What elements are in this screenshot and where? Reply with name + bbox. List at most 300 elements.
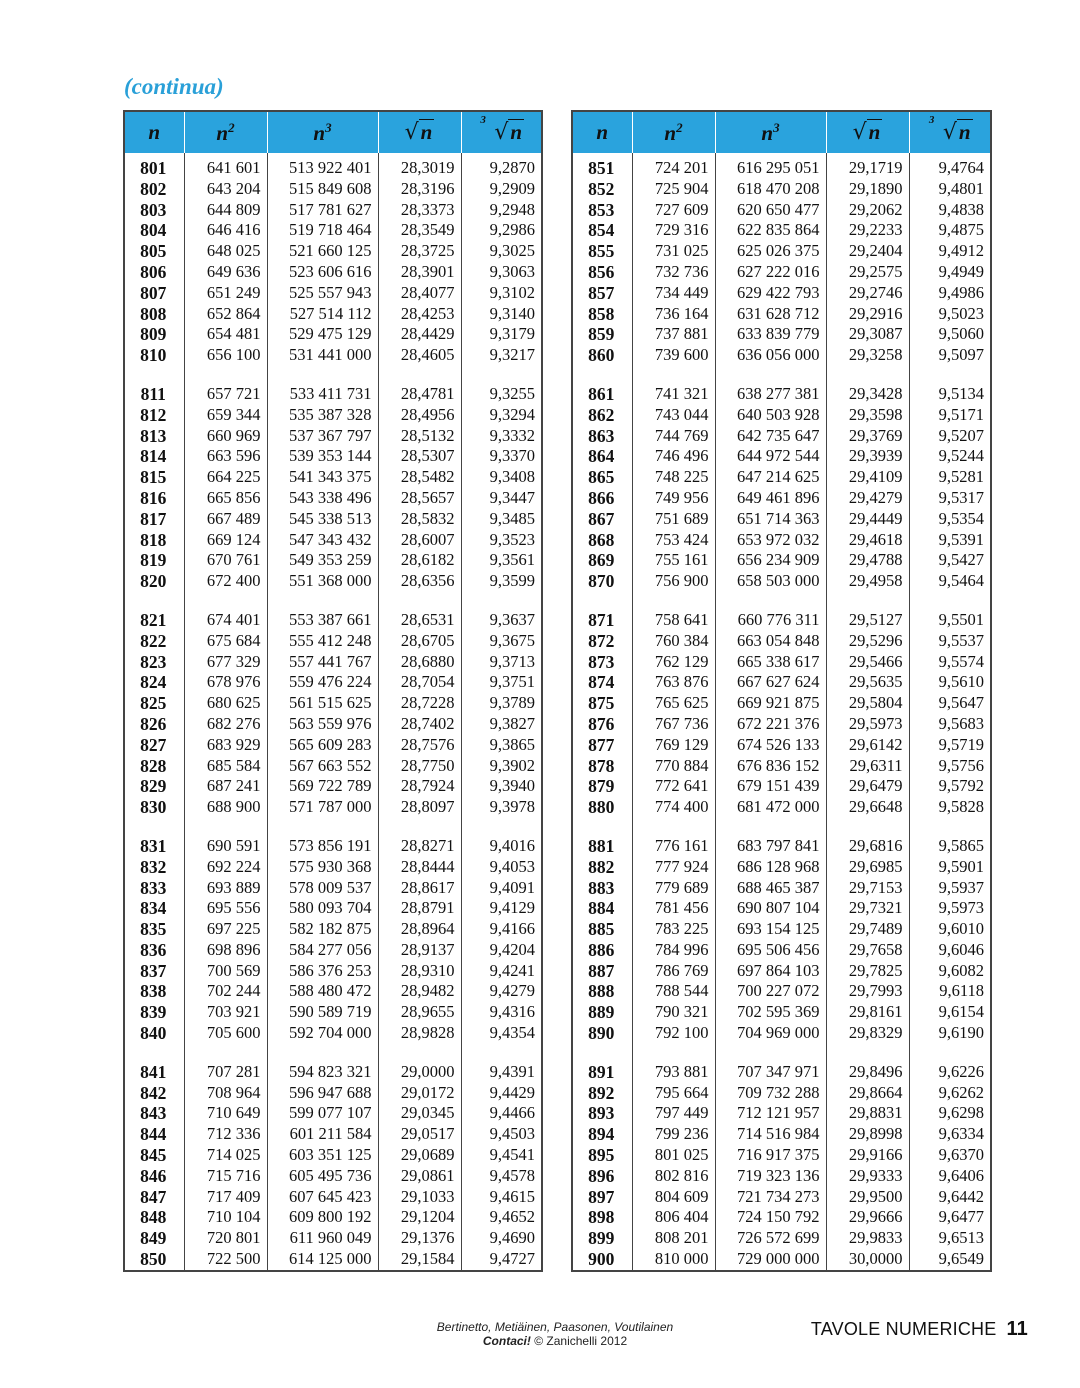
cell-n: 881: [572, 836, 632, 857]
cell-n-cubed: 719 323 136: [715, 1166, 826, 1187]
cell-cube-root: 9,5097: [938, 345, 984, 365]
cell-square-root: 29,0689: [378, 1145, 461, 1166]
cell-cube-root: 9,4429: [489, 1082, 535, 1102]
cell-cube-root: 9,4053: [489, 856, 535, 876]
cell-square-root: 29,5635: [826, 672, 909, 693]
cell-cube-root: 9,2948: [489, 199, 535, 219]
cell-n-squared: 725 904: [632, 179, 715, 200]
cell-cube-root: 9,5464: [938, 571, 984, 591]
cell-cube-root: 9,6226: [938, 1061, 984, 1081]
gap-cell: [632, 592, 715, 610]
cell-cube-root: 9,2986: [489, 220, 535, 240]
cell-n-squared: 663 596: [184, 446, 267, 467]
cell-square-root: 29,3939: [826, 446, 909, 467]
cell-n-cubed: 653 972 032: [715, 530, 826, 551]
cell-n-cubed: 683 797 841: [715, 836, 826, 857]
col-n: n: [572, 111, 632, 153]
cell-n-cubed: 559 476 224: [267, 672, 378, 693]
cell-n-cubed: 625 026 375: [715, 241, 826, 262]
table-row: [572, 304, 991, 325]
cell-n-squared: 641 601: [184, 158, 267, 179]
cell-square-root: 29,6816: [826, 836, 909, 857]
cell-cube-root: 9,4016: [489, 835, 535, 855]
cell-n-squared: 665 856: [184, 488, 267, 509]
cell-n-squared: 672 400: [184, 571, 267, 592]
cell-cube-root: 9,5134: [938, 383, 984, 403]
gap-cell: [378, 592, 461, 610]
cell-n-squared: 670 761: [184, 550, 267, 571]
cell-n: 802: [124, 179, 184, 200]
cell-n-cubed: 529 475 129: [267, 324, 378, 345]
cell-n-squared: 776 161: [632, 836, 715, 857]
gap-cell: [826, 1044, 909, 1062]
cell-square-root: 29,9333: [826, 1166, 909, 1187]
cell-cube-root: 9,4578: [489, 1165, 535, 1185]
table-row: [124, 836, 542, 857]
table-row: [572, 384, 991, 405]
cell-n: 892: [572, 1083, 632, 1104]
table-row: [124, 961, 542, 982]
cell-n-squared: 801 025: [632, 1145, 715, 1166]
cell-n-squared: 695 556: [184, 898, 267, 919]
cell-n: 871: [572, 610, 632, 631]
cell-cube-root: 9,3217: [489, 345, 535, 365]
cell-cube-root: 9,4764: [938, 158, 984, 177]
gap-cell: [124, 592, 184, 610]
cell-n-cubed: 651 714 363: [715, 509, 826, 530]
cell-cube-root: 9,4801: [938, 178, 984, 198]
cell-n: 843: [124, 1103, 184, 1124]
cell-n-squared: 656 100: [184, 345, 267, 366]
cell-cube-root: 9,5060: [938, 324, 984, 344]
cell-n-cubed: 553 387 661: [267, 610, 378, 631]
table-row: [124, 1062, 542, 1083]
cell-n: 865: [572, 467, 632, 488]
gap-cell: [909, 592, 991, 610]
cell-cube-root: 9,5244: [938, 446, 984, 466]
gap-cell: [572, 366, 632, 384]
cell-n-cubed: 571 787 000: [267, 797, 378, 818]
cell-square-root: 28,3725: [378, 241, 461, 262]
cell-n-squared: 777 924: [632, 857, 715, 878]
cell-n-cubed: 690 807 104: [715, 898, 826, 919]
table-row: [572, 220, 991, 241]
cell-square-root: 29,3428: [826, 384, 909, 405]
cell-square-root: 28,3373: [378, 200, 461, 221]
cell-square-root: 29,2746: [826, 283, 909, 304]
cell-n-cubed: 539 353 144: [267, 446, 378, 467]
gap-cell: [267, 1044, 378, 1062]
group-gap: [124, 592, 542, 610]
table-row: [124, 878, 542, 899]
cell-n-squared: 751 689: [632, 509, 715, 530]
cell-n-cubed: 721 734 273: [715, 1187, 826, 1208]
cell-cube-root: 9,4166: [489, 919, 535, 939]
cell-n-cubed: 665 338 617: [715, 652, 826, 673]
table-row: [124, 898, 542, 919]
cell-cube-root: 9,5207: [938, 425, 984, 445]
cell-n-cubed: 712 121 957: [715, 1103, 826, 1124]
table-row: [572, 693, 991, 714]
gap-cell: [184, 1044, 267, 1062]
cell-n: 848: [124, 1207, 184, 1228]
cell-square-root: 29,1033: [378, 1187, 461, 1208]
cell-square-root: 29,2062: [826, 200, 909, 221]
cell-n: 801: [124, 158, 184, 179]
col-cube-root: 3 √n: [461, 111, 542, 153]
cell-cube-root: 9,3294: [489, 404, 535, 424]
cell-square-root: 29,0000: [378, 1062, 461, 1083]
table-row: [572, 1187, 991, 1208]
cell-square-root: 29,1204: [378, 1207, 461, 1228]
cell-n-cubed: 611 960 049: [267, 1228, 378, 1249]
cell-n: 875: [572, 693, 632, 714]
cell-square-root: 29,7153: [826, 878, 909, 899]
footer-book-title: Contaci!: [482, 1334, 531, 1348]
table-right: [571, 110, 992, 1272]
cell-n-squared: 693 889: [184, 878, 267, 899]
table-row: [572, 857, 991, 878]
cell-n: 833: [124, 878, 184, 899]
table-row: [124, 1083, 542, 1104]
table-row: [572, 1062, 991, 1083]
cell-n: 839: [124, 1002, 184, 1023]
cell-cube-root: 9,5354: [938, 508, 984, 528]
cell-n: 824: [124, 672, 184, 693]
table-row: [124, 283, 542, 304]
cell-n-squared: 657 721: [184, 384, 267, 405]
cell-n-squared: 765 625: [632, 693, 715, 714]
table-row: [572, 981, 991, 1002]
cell-square-root: 28,9828: [378, 1023, 461, 1044]
cell-n: 868: [572, 530, 632, 551]
col-n: n: [124, 111, 184, 153]
gap-cell: [184, 818, 267, 836]
cell-n-cubed: 547 343 432: [267, 530, 378, 551]
cell-square-root: 28,5832: [378, 509, 461, 530]
cell-n-squared: 802 816: [632, 1166, 715, 1187]
cell-square-root: 29,3087: [826, 324, 909, 345]
cell-square-root: 29,8161: [826, 1002, 909, 1023]
table-row: [124, 200, 542, 221]
cell-n: 818: [124, 530, 184, 551]
cell-n: 804: [124, 220, 184, 241]
cell-square-root: 28,8964: [378, 919, 461, 940]
cell-square-root: 28,3019: [378, 158, 461, 179]
table-row: [572, 158, 991, 179]
table-row: [572, 1023, 991, 1044]
table-row: [572, 610, 991, 631]
footer-section: [811, 1318, 1028, 1341]
table-left: [123, 110, 543, 1272]
cell-cube-root: 9,5391: [938, 529, 984, 549]
cell-cube-root: 9,4615: [489, 1186, 535, 1206]
cell-square-root: 29,8831: [826, 1103, 909, 1124]
cell-square-root: 29,2233: [826, 220, 909, 241]
table-row: [124, 981, 542, 1002]
cell-n-squared: 729 316: [632, 220, 715, 241]
cell-n-squared: 770 884: [632, 756, 715, 777]
table-row: [124, 857, 542, 878]
cell-n-squared: 703 921: [184, 1002, 267, 1023]
cell-cube-root: 9,3902: [489, 755, 535, 775]
gap-cell: [632, 366, 715, 384]
cell-n-squared: 737 881: [632, 324, 715, 345]
cell-n: 884: [572, 898, 632, 919]
table-row: [124, 610, 542, 631]
cell-square-root: 28,8617: [378, 878, 461, 899]
table-row: [124, 1145, 542, 1166]
cell-n-cubed: 569 722 789: [267, 776, 378, 797]
cell-square-root: 28,3196: [378, 179, 461, 200]
cell-n: 829: [124, 776, 184, 797]
gap-cell: [826, 366, 909, 384]
cell-cube-root: 9,5537: [938, 630, 984, 650]
table-row: [572, 919, 991, 940]
cell-n-cubed: 618 470 208: [715, 179, 826, 200]
cell-n: 862: [572, 405, 632, 426]
cell-square-root: 28,7924: [378, 776, 461, 797]
cell-cube-root: 9,3332: [489, 425, 535, 445]
cell-n-cubed: 541 343 375: [267, 467, 378, 488]
cell-n-squared: 678 976: [184, 672, 267, 693]
cell-square-root: 29,3769: [826, 426, 909, 447]
cell-n-squared: 758 641: [632, 610, 715, 631]
cell-n: 835: [124, 919, 184, 940]
cell-n-cubed: 667 627 624: [715, 672, 826, 693]
cell-square-root: 28,6531: [378, 610, 461, 631]
cell-cube-root: 9,4354: [489, 1023, 535, 1043]
cell-n-squared: 669 124: [184, 530, 267, 551]
cell-n: 822: [124, 631, 184, 652]
table-row: [572, 262, 991, 283]
cell-n: 874: [572, 672, 632, 693]
cell-n-squared: 674 401: [184, 610, 267, 631]
gap-cell: [461, 1044, 542, 1062]
cell-n-squared: 724 201: [632, 158, 715, 179]
cell-square-root: 28,5482: [378, 467, 461, 488]
gap-cell: [909, 1044, 991, 1062]
cell-cube-root: 9,3485: [489, 508, 535, 528]
cell-n-squared: 692 224: [184, 857, 267, 878]
cell-cube-root: 9,6082: [938, 960, 984, 980]
table-row: [572, 735, 991, 756]
cell-square-root: 28,4077: [378, 283, 461, 304]
cell-n-squared: 734 449: [632, 283, 715, 304]
table-row: [572, 488, 991, 509]
cell-cube-root: 9,4690: [489, 1228, 535, 1248]
cell-cube-root: 9,6334: [938, 1124, 984, 1144]
cell-n: 844: [124, 1124, 184, 1145]
cell-cube-root: 9,5647: [938, 693, 984, 713]
table-row: [124, 714, 542, 735]
cell-n-squared: 714 025: [184, 1145, 267, 1166]
table-row: [572, 1249, 991, 1271]
footer-authors: Bertinetto, Metiäinen, Paasonen, Voutilainen: [436, 1320, 674, 1334]
cell-n-cubed: 607 645 423: [267, 1187, 378, 1208]
table-row: [572, 179, 991, 200]
cell-n: 896: [572, 1166, 632, 1187]
table-row: [124, 384, 542, 405]
cell-n: 805: [124, 241, 184, 262]
group-gap: [124, 1044, 542, 1062]
cell-n-squared: 654 481: [184, 324, 267, 345]
cell-n: 863: [572, 426, 632, 447]
cell-square-root: 29,3258: [826, 345, 909, 366]
gap-cell: [378, 366, 461, 384]
cell-square-root: 28,4781: [378, 384, 461, 405]
table-row: [124, 1228, 542, 1249]
cell-n-cubed: 605 495 736: [267, 1166, 378, 1187]
table-row: [572, 776, 991, 797]
cell-square-root: 29,1890: [826, 179, 909, 200]
gap-cell: [124, 366, 184, 384]
table-left-body: [124, 153, 542, 1271]
cell-cube-root: 9,4727: [489, 1249, 535, 1269]
cell-cube-root: 9,5828: [938, 797, 984, 817]
cell-n: 869: [572, 550, 632, 571]
cell-square-root: 29,2916: [826, 304, 909, 325]
cell-n-squared: 683 929: [184, 735, 267, 756]
cell-n: 872: [572, 631, 632, 652]
cell-square-root: 29,4958: [826, 571, 909, 592]
table-row: [124, 1166, 542, 1187]
cell-n-cubed: 622 835 864: [715, 220, 826, 241]
cell-n: 894: [572, 1124, 632, 1145]
table-row: [572, 1145, 991, 1166]
gap-cell: [826, 818, 909, 836]
cell-n: 847: [124, 1187, 184, 1208]
cell-n-squared: 806 404: [632, 1207, 715, 1228]
cell-square-root: 29,6479: [826, 776, 909, 797]
table-row: [124, 426, 542, 447]
cell-cube-root: 9,3370: [489, 446, 535, 466]
cell-n-squared: 675 684: [184, 631, 267, 652]
table-row: [572, 1207, 991, 1228]
cell-n-squared: 715 716: [184, 1166, 267, 1187]
table-row: [124, 919, 542, 940]
cell-cube-root: 9,6118: [939, 981, 984, 1001]
table-row: [124, 241, 542, 262]
cell-square-root: 29,2575: [826, 262, 909, 283]
cell-n-cubed: 513 922 401: [267, 158, 378, 179]
cell-n-squared: 648 025: [184, 241, 267, 262]
cell-n-squared: 804 609: [632, 1187, 715, 1208]
gap-cell: [715, 818, 826, 836]
cell-n-squared: 685 584: [184, 756, 267, 777]
cell-n: 890: [572, 1023, 632, 1044]
cell-square-root: 28,5657: [378, 488, 461, 509]
table-row: [572, 530, 991, 551]
table-row: [124, 940, 542, 961]
cell-n-squared: 788 544: [632, 981, 715, 1002]
cell-n: 840: [124, 1023, 184, 1044]
cell-cube-root: 9,4091: [489, 877, 535, 897]
cell-cube-root: 9,6262: [938, 1082, 984, 1102]
cell-cube-root: 9,6190: [938, 1023, 984, 1043]
cell-n: 815: [124, 467, 184, 488]
gap-cell: [715, 592, 826, 610]
table-row: [572, 940, 991, 961]
cell-n-squared: 746 496: [632, 446, 715, 467]
table-row: [124, 324, 542, 345]
cell-n: 900: [572, 1249, 632, 1271]
cell-n-squared: 646 416: [184, 220, 267, 241]
cell-n: 808: [124, 304, 184, 325]
cell-square-root: 28,8444: [378, 857, 461, 878]
group-gap: [572, 818, 991, 836]
cell-square-root: 28,6007: [378, 530, 461, 551]
table-row: [124, 756, 542, 777]
gap-cell: [124, 818, 184, 836]
cell-n-squared: 705 600: [184, 1023, 267, 1044]
cell-n: 850: [124, 1249, 184, 1271]
cell-n-squared: 712 336: [184, 1124, 267, 1145]
cell-n-cubed: 716 917 375: [715, 1145, 826, 1166]
cell-n-cubed: 663 054 848: [715, 631, 826, 652]
table-row: [572, 652, 991, 673]
cell-n-cubed: 647 214 625: [715, 467, 826, 488]
cell-n: 886: [572, 940, 632, 961]
table-row: [572, 631, 991, 652]
cell-n-squared: 722 500: [184, 1249, 267, 1271]
cell-square-root: 29,5127: [826, 610, 909, 631]
cell-n: 836: [124, 940, 184, 961]
table-row: [572, 1083, 991, 1104]
cell-cube-root: 9,3865: [489, 734, 535, 754]
cell-n-squared: 762 129: [632, 652, 715, 673]
cell-n-cubed: 521 660 125: [267, 241, 378, 262]
cell-cube-root: 9,4838: [938, 199, 984, 219]
cell-n-cubed: 704 969 000: [715, 1023, 826, 1044]
gap-cell: [267, 818, 378, 836]
cell-n: 814: [124, 446, 184, 467]
cell-square-root: 29,6985: [826, 857, 909, 878]
table-row: [124, 1103, 542, 1124]
gap-cell: [826, 592, 909, 610]
cell-cube-root: 9,4875: [938, 220, 984, 240]
cell-n-squared: 790 321: [632, 1002, 715, 1023]
cell-n: 899: [572, 1228, 632, 1249]
table-row: [572, 714, 991, 735]
cell-cube-root: 9,4466: [489, 1103, 535, 1123]
cell-cube-root: 9,3140: [489, 303, 535, 323]
cell-cube-root: 9,4986: [938, 282, 984, 302]
cell-n: 864: [572, 446, 632, 467]
cell-n-squared: 708 964: [184, 1083, 267, 1104]
header-row: [124, 111, 542, 153]
cell-square-root: 29,4109: [826, 467, 909, 488]
cell-cube-root: 9,5683: [938, 713, 984, 733]
cell-n: 851: [572, 158, 632, 179]
table-row: [572, 756, 991, 777]
cell-cube-root: 9,6154: [938, 1002, 984, 1022]
cell-square-root: 29,5466: [826, 652, 909, 673]
cell-square-root: 29,4618: [826, 530, 909, 551]
table-row: [572, 571, 991, 592]
table-row: [572, 345, 991, 366]
gap-cell: [184, 366, 267, 384]
cell-n: 861: [572, 384, 632, 405]
gap-cell: [632, 818, 715, 836]
cell-cube-root: 9,5937: [938, 877, 984, 897]
cell-cube-root: 9,3713: [489, 651, 535, 671]
cell-n-cubed: 551 368 000: [267, 571, 378, 592]
cell-n-cubed: 649 461 896: [715, 488, 826, 509]
table-row: [572, 1124, 991, 1145]
cell-n-squared: 760 384: [632, 631, 715, 652]
cell-n: 826: [124, 714, 184, 735]
